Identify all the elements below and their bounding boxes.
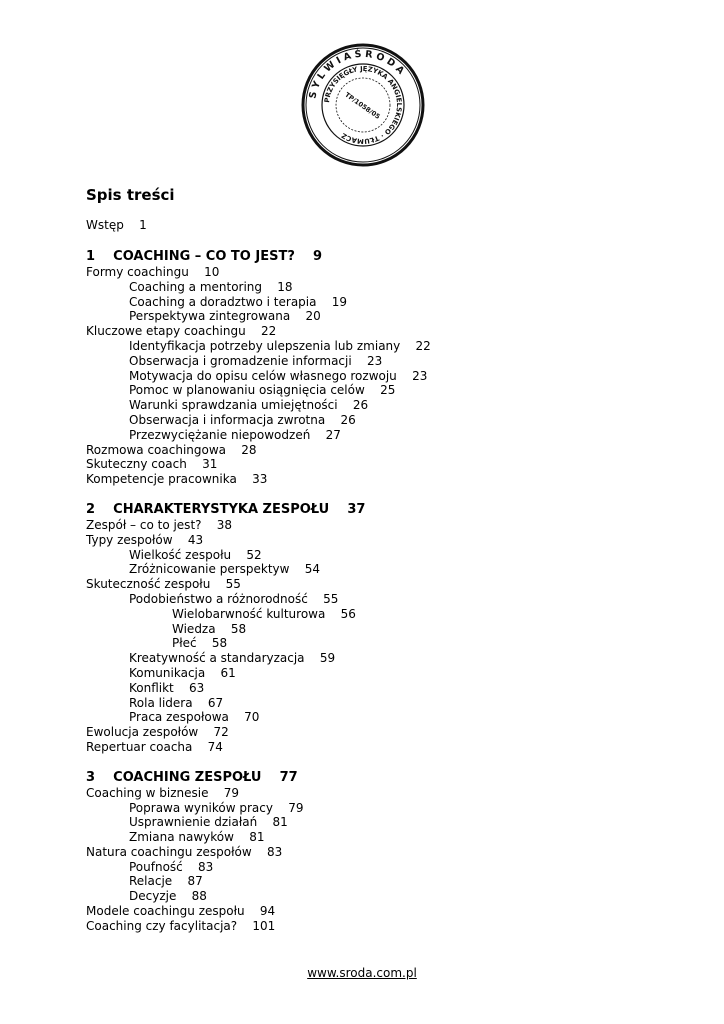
- toc-entry: [86, 413, 686, 428]
- toc-entry: [86, 607, 686, 622]
- toc-entry-page: 23: [412, 368, 428, 383]
- toc-entry-page: 74: [207, 739, 223, 754]
- toc-entry-page: 83: [266, 844, 283, 859]
- toc-entry-page: 67: [207, 695, 224, 710]
- toc-entry: [86, 845, 686, 860]
- toc-entry-label: Typy zespołów: [86, 532, 173, 547]
- toc-intro-page: 1: [139, 218, 147, 232]
- footer: [0, 966, 724, 981]
- table-of-contents: [86, 249, 686, 949]
- toc-entry-label: Konflikt: [129, 680, 174, 695]
- toc-entry-label: Wiedza: [172, 621, 216, 636]
- toc-entry-page: 79: [288, 800, 304, 815]
- toc-entry: [86, 577, 686, 592]
- toc-entry-label: Obserwacja i gromadzenie informacji: [129, 353, 352, 368]
- stamp-center-text: TP/1058/05: [343, 90, 382, 121]
- toc-entry-label: Kluczowe etapy coachingu: [86, 324, 246, 339]
- toc-entry-label: Rola lidera: [129, 695, 193, 710]
- toc-entry: [86, 295, 686, 310]
- toc-entry-page: 58: [211, 636, 228, 651]
- toc-entry-label: Warunki sprawdzania umiejętności: [129, 398, 338, 413]
- toc-entry-page: 26: [352, 398, 369, 413]
- toc-entry: [86, 874, 686, 889]
- toc-entry: [86, 592, 686, 607]
- translator-stamp: [300, 42, 426, 168]
- toc-entry-label: Skuteczność zespołu: [86, 577, 211, 592]
- toc-entry-label: Poprawa wyników pracy: [129, 800, 273, 815]
- toc-entry: [86, 651, 686, 666]
- toc-entry-label: Relacje: [129, 874, 173, 889]
- toc-entry-page: 27: [325, 427, 341, 442]
- toc-entry: [86, 904, 686, 919]
- toc-entry-label: Komunikacja: [129, 665, 206, 680]
- toc-entry: [86, 696, 686, 711]
- toc-entry-label: Repertuar coacha: [86, 739, 193, 754]
- toc-entry-label: Wielkość zespołu: [129, 547, 232, 562]
- toc-entry-page: 61: [220, 665, 236, 680]
- toc-entry: [86, 472, 686, 487]
- toc-entry-label: Pomoc w planowaniu osiągnięcia celów: [129, 383, 365, 398]
- toc-entry-page: 58: [230, 621, 247, 636]
- toc-entry: [86, 860, 686, 875]
- toc-entry-label: Ewolucja zespołów: [86, 725, 199, 740]
- toc-entry-label: Decyzje: [129, 889, 177, 904]
- toc-entry-page: 55: [323, 591, 339, 606]
- toc-entry-label: Coaching czy facylitacja?: [86, 918, 238, 933]
- toc-chapter: [86, 770, 686, 934]
- toc-entry-label: Rozmowa coachingowa: [86, 442, 227, 457]
- toc-entry: [86, 681, 686, 696]
- toc-entry: [86, 428, 686, 443]
- toc-entry-page: 55: [225, 577, 241, 592]
- stamp-inner-text: PRZYSIĘGŁY JĘZYKA ANGIELSKIEGO · TŁUMACZ: [323, 64, 404, 146]
- toc-entry-page: 18: [277, 279, 293, 294]
- chapter-heading: 2 CHARAKTERYSTYKA ZESPOŁU 37: [86, 501, 366, 517]
- toc-entry: [86, 919, 686, 934]
- toc-entry: [86, 830, 686, 845]
- toc-entry: [86, 443, 686, 458]
- toc-entry-label: Obserwacja i informacja zwrotna: [129, 412, 326, 427]
- toc-entry-page: 20: [305, 309, 321, 324]
- toc-entry: [86, 354, 686, 369]
- toc-entry-page: 10: [204, 265, 220, 279]
- toc-entry-label: Przezwyciężanie niepowodzeń: [129, 427, 311, 442]
- toc-entry-page: 81: [272, 815, 288, 830]
- toc-entry-label: Usprawnienie działań: [129, 815, 258, 830]
- toc-entry: [86, 309, 686, 324]
- toc-entry-label: Motywacja do opisu celów własnego rozwoju: [129, 368, 397, 383]
- toc-entry-page: 83: [198, 859, 214, 874]
- toc-entry-label: Skuteczny coach: [86, 457, 187, 472]
- toc-entry-page: 23: [366, 353, 383, 368]
- toc-entry-page: 87: [187, 874, 203, 889]
- toc-entry-page: 38: [216, 517, 233, 532]
- toc-chapter: [86, 502, 686, 755]
- toc-entry: [86, 786, 686, 801]
- toc-entry: [86, 533, 686, 548]
- toc-entry-label: Coaching a mentoring: [129, 279, 263, 294]
- toc-entry-label: Zespół – co to jest?: [86, 517, 202, 532]
- stamp-outer-text: S Y L W I A Ś R O D A: [307, 48, 407, 100]
- toc-entry-page: 25: [380, 383, 396, 398]
- toc-entry-label: Coaching w biznesie: [86, 785, 209, 800]
- toc-entry-page: 31: [202, 457, 218, 472]
- toc-intro-label: Wstęp: [86, 218, 124, 232]
- footer-website-link[interactable]: www.sroda.com.pl: [307, 966, 417, 980]
- toc-entry-page: 94: [259, 904, 276, 919]
- toc-entry: [86, 710, 686, 725]
- toc-entry-page: 59: [319, 651, 336, 666]
- toc-entry-page: 56: [340, 606, 356, 621]
- toc-entry-label: Formy coachingu: [86, 265, 189, 279]
- toc-entry: [86, 518, 686, 533]
- toc-entry-label: Natura coachingu zespołów: [86, 844, 252, 859]
- toc-entry-page: 22: [415, 338, 431, 353]
- toc-entry-label: Zróżnicowanie perspektyw: [129, 562, 290, 577]
- toc-chapter: [86, 249, 686, 487]
- toc-entry-page: 22: [260, 324, 277, 339]
- toc-entry: [86, 815, 686, 830]
- toc-entry: [86, 548, 686, 563]
- toc-title: Spis treści: [86, 186, 175, 204]
- toc-entry-page: 43: [187, 532, 204, 547]
- toc-entry-label: Praca zespołowa: [129, 710, 229, 725]
- toc-entry-label: Wielobarwność kulturowa: [172, 606, 326, 621]
- toc-entry: [86, 801, 686, 816]
- toc-entry: [86, 889, 686, 904]
- toc-entry: [86, 622, 686, 637]
- toc-entry: [86, 280, 686, 295]
- toc-entry: [86, 562, 686, 577]
- toc-entry-label: Płeć: [172, 636, 197, 651]
- toc-entry-page: 88: [191, 889, 207, 904]
- toc-entry-label: Poufność: [129, 859, 183, 874]
- toc-entry-page: 54: [304, 562, 321, 577]
- toc-entry-label: Coaching a doradztwo i terapia: [129, 294, 317, 309]
- toc-entry-page: 26: [340, 412, 356, 427]
- toc-entry-page: 63: [189, 680, 205, 695]
- toc-entry: [86, 265, 686, 280]
- toc-entry: [86, 725, 686, 740]
- toc-entry-page: 19: [331, 294, 348, 309]
- toc-entry-label: Kompetencje pracownika: [86, 472, 237, 487]
- toc-entry-label: Podobieństwo a różnorodność: [129, 591, 308, 606]
- toc-entry-page: 81: [249, 830, 265, 845]
- toc-entry-label: Modele coachingu zespołu: [86, 904, 245, 919]
- toc-entry: [86, 339, 686, 354]
- toc-entry-page: 101: [252, 918, 276, 933]
- toc-entry-page: 33: [252, 472, 268, 487]
- toc-entry-label: Kreatywność a standaryzacja: [129, 651, 305, 666]
- toc-entry: [86, 740, 686, 755]
- toc-entry-page: 79: [223, 785, 240, 800]
- toc-entry: [86, 636, 686, 651]
- toc-entry: [86, 324, 686, 339]
- toc-entry-label: Zmiana nawyków: [129, 830, 234, 845]
- toc-entry-page: 70: [244, 710, 260, 725]
- toc-entry: [86, 398, 686, 413]
- toc-entry: [86, 457, 686, 472]
- toc-entry-page: 28: [241, 442, 257, 457]
- toc-entry-page: 72: [213, 725, 229, 740]
- toc-entry: [86, 383, 686, 398]
- chapter-heading: 1 COACHING – CO TO JEST? 9: [86, 249, 323, 264]
- toc-entry: [86, 666, 686, 681]
- toc-entry-label: Identyfikacja potrzeby ulepszenia lub zmiany: [129, 338, 401, 353]
- toc-intro: [86, 218, 147, 233]
- toc-entry: [86, 369, 686, 384]
- chapter-heading: 3 COACHING ZESPOŁU 77: [86, 769, 298, 785]
- toc-entry-label: Perspektywa zintegrowana: [129, 309, 291, 324]
- toc-entry-page: 52: [246, 547, 262, 562]
